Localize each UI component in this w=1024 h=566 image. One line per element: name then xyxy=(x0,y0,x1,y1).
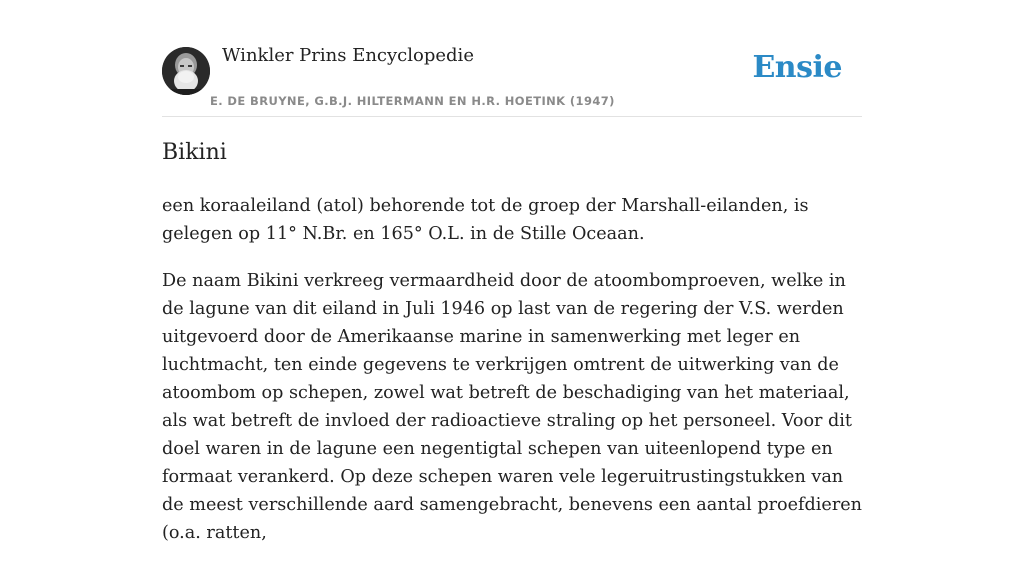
author-avatar[interactable] xyxy=(162,47,210,95)
source-title[interactable]: Winkler Prins Encyclopedie xyxy=(222,45,474,66)
article-page xyxy=(162,0,862,543)
entry-paragraph: De naam Bikini verkreeg vermaardheid door de atoombomproeven, welke in de lagune van dit eiland in Juli 1946 op last van de regering der V.S. werden uitgevoerd door de Amerikaanse marine in samenwerking met leger en luchtmacht, ten einde gegevens te verkrijgen omtrent de uitwerking van de atoombom op schepen, zowel wat betreft de beschadiging van het materiaal, als wat betreft de invloed der radioactieve straling op het personeel. Voor dit doel waren in de lagune een negentigtal schepen van uiteenlopend type en formaat verankerd. Op deze schepen waren vele legeruitrustingstukken van de meest verschillende aard samengebracht, benevens een aantal proefdieren (o.a. ratten, xyxy=(162,271,862,543)
entry-title: Bikini xyxy=(162,140,227,165)
source-header xyxy=(162,0,862,117)
source-authors: E. DE BRUYNE, G.B.J. HILTERMANN EN H.R. HOETINK (1947) xyxy=(210,94,615,108)
entry-body xyxy=(162,192,862,566)
author-portrait-icon xyxy=(162,47,210,95)
entry-paragraph: een koraaleiland (atol) behorende tot de groep der Marshall-eilanden, is gelegen op 11° N.Br. en 165° O.L. in de Stille Oceaan. xyxy=(162,196,809,244)
brand-logo-link[interactable]: Ensie xyxy=(752,50,842,85)
